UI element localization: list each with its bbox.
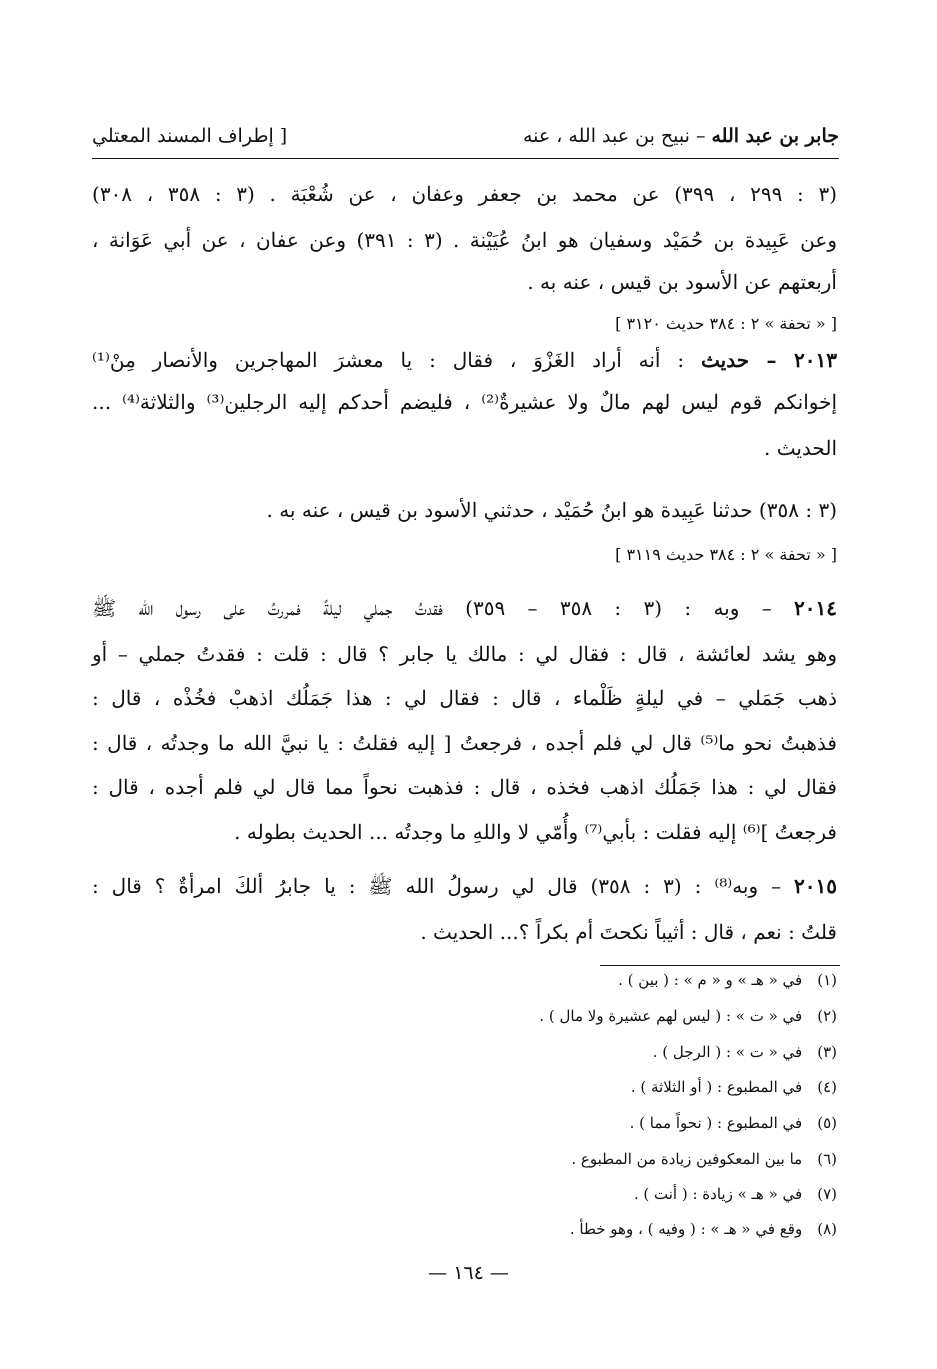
footnote-rule bbox=[600, 965, 840, 966]
text-line-11: وهو يشد لعائشة ، قال : فقال لي : مالك يا جابر ؟ قال : قلت : فقدتُ جملي – أو bbox=[92, 642, 837, 666]
header-chapter-rest: – نبيح بن عبد الله ، عنه bbox=[522, 125, 712, 147]
footnote-3: (٣) في « ت » : ( الرجل ) . bbox=[652, 1043, 837, 1061]
text-line-17: قلتُ : نعم ، قال : أثيباً نكحتَ أم بكراً ؟... الحديث . bbox=[420, 920, 837, 944]
footnote-6: (٦) ما بين المعكوفين زيادة من المطبوع . bbox=[571, 1150, 837, 1168]
text-line-8: (٣ : ٣٥٨) حدثنا عَبِيدة هو ابنُ حُمَيْد ، حدثني الأسود بن قيس ، عنه به . bbox=[266, 498, 837, 522]
tuhfa-reference-2: [ « تحفة » ٢ : ٣٨٤ حديث ٣١١٩ ] bbox=[615, 545, 837, 564]
footnote-2: (٢) في « ت » : ( ليس لهم عشيرة ولا مال ) . bbox=[539, 1007, 837, 1025]
text-line-7: الحديث . bbox=[764, 436, 837, 460]
header-rule bbox=[92, 158, 839, 159]
hadith-2014-first-line bbox=[92, 594, 837, 622]
hadith-2013-number: ٢٠١٣ – حديث bbox=[700, 348, 837, 372]
footnote-8: (٨) وقع في « هـ » : ( وفيه ) ، وهو خطأ . bbox=[569, 1220, 837, 1238]
hadith-2014-number: ٢٠١٤ bbox=[794, 596, 838, 620]
footnote-7: (٧) في « هـ » زيادة : ( أنت ) . bbox=[633, 1185, 837, 1203]
header-chapter-title bbox=[523, 125, 839, 147]
hadith-2015-text: – وبه⁽⁸⁾ : (٣ : ٣٥٨) قال لي رسولُ الله ﷺ : يا جابرُ ألكَ امرأةٌ ؟ قال : bbox=[92, 874, 795, 898]
footnote-1: (١) في « هـ » و « م » : ( بين ) . bbox=[618, 971, 837, 989]
running-header bbox=[92, 118, 839, 154]
text-line-14: فقال لي : هذا جَمَلُك اذهب فخذه ، قال : فذهبت نحواً مما قال لي فلم أجده ، قال : bbox=[92, 775, 837, 799]
footnote-5: (٥) في المطبوع : ( نحواً مما ) . bbox=[629, 1114, 837, 1132]
hadith-2015-number: ٢٠١٥ bbox=[794, 874, 837, 898]
page-number: — ١٦٤ — bbox=[428, 1262, 509, 1284]
tuhfa-reference-1: [ « تحفة » ٢ : ٣٨٤ حديث ٣١٢٠ ] bbox=[615, 314, 837, 333]
text-line-12: ذهب جَمَلي – في ليلةٍ ظَلْماء ، قال : فقال لي : هذا جَمَلُك اذهبْ فخُذْه ، قال : bbox=[92, 686, 837, 710]
text-line-13: فذهبتُ نحو ما⁽⁵⁾ قال لي فلم أجده ، فرجعتُ [ إليه فقلتُ : يا نبيَّ الله ما وجدتُه ، قال : bbox=[92, 731, 837, 755]
hadith-2015-first-line bbox=[92, 872, 837, 900]
text-line-1: (٣ : ٢٩٩ ، ٣٩٩) عن محمد بن جعفر وعفان ، عن شُعْبَة . (٣ : ٣٥٨ ، ٣٠٨) bbox=[92, 182, 838, 206]
header-book-title: [ إطراف المسند المعتلي bbox=[92, 125, 288, 147]
text-line-3: أربعتهم عن الأسود بن قيس ، عنه به . bbox=[527, 270, 837, 294]
text-line-6: إخوانكم قوم ليس لهم مالٌ ولا عشيرةٌ⁽²⁾ ، فليضم أحدكم إليه الرجلين⁽³⁾ والثلاثة⁽⁴⁾ ... bbox=[92, 390, 838, 414]
hadith-2013-text: : أنه أراد الغَزْوَ ، فقال : يا معشرَ المهاجرين والأنصار مِنْ⁽¹⁾ bbox=[92, 348, 701, 372]
hadith-2013-first-line bbox=[92, 346, 837, 374]
footnote-4: (٤) في المطبوع : ( أو الثلاثة ) . bbox=[630, 1078, 837, 1096]
hadith-2014-text: – وبه : (٣ : ٣٥٨ – ٣٥٩) فقدتُ جملي ليلةً فمررتُ على رسول الله ﷺ bbox=[92, 596, 795, 620]
header-chapter-bold: جابر بن عبد الله bbox=[711, 125, 839, 147]
text-line-15: فرجعتُ ]⁽⁶⁾ إليه فقلت : بأبي⁽⁷⁾ وأُمّي لا واللهِ ما وجدتُه ... الحديث بطوله . bbox=[234, 820, 837, 844]
text-line-2: وعن عَبِيدة بن حُمَيْد وسفيان هو ابنُ عُيَيْنة . (٣ : ٣٩١) وعن عفان ، عن أبي عَوَانة ، bbox=[92, 228, 838, 252]
